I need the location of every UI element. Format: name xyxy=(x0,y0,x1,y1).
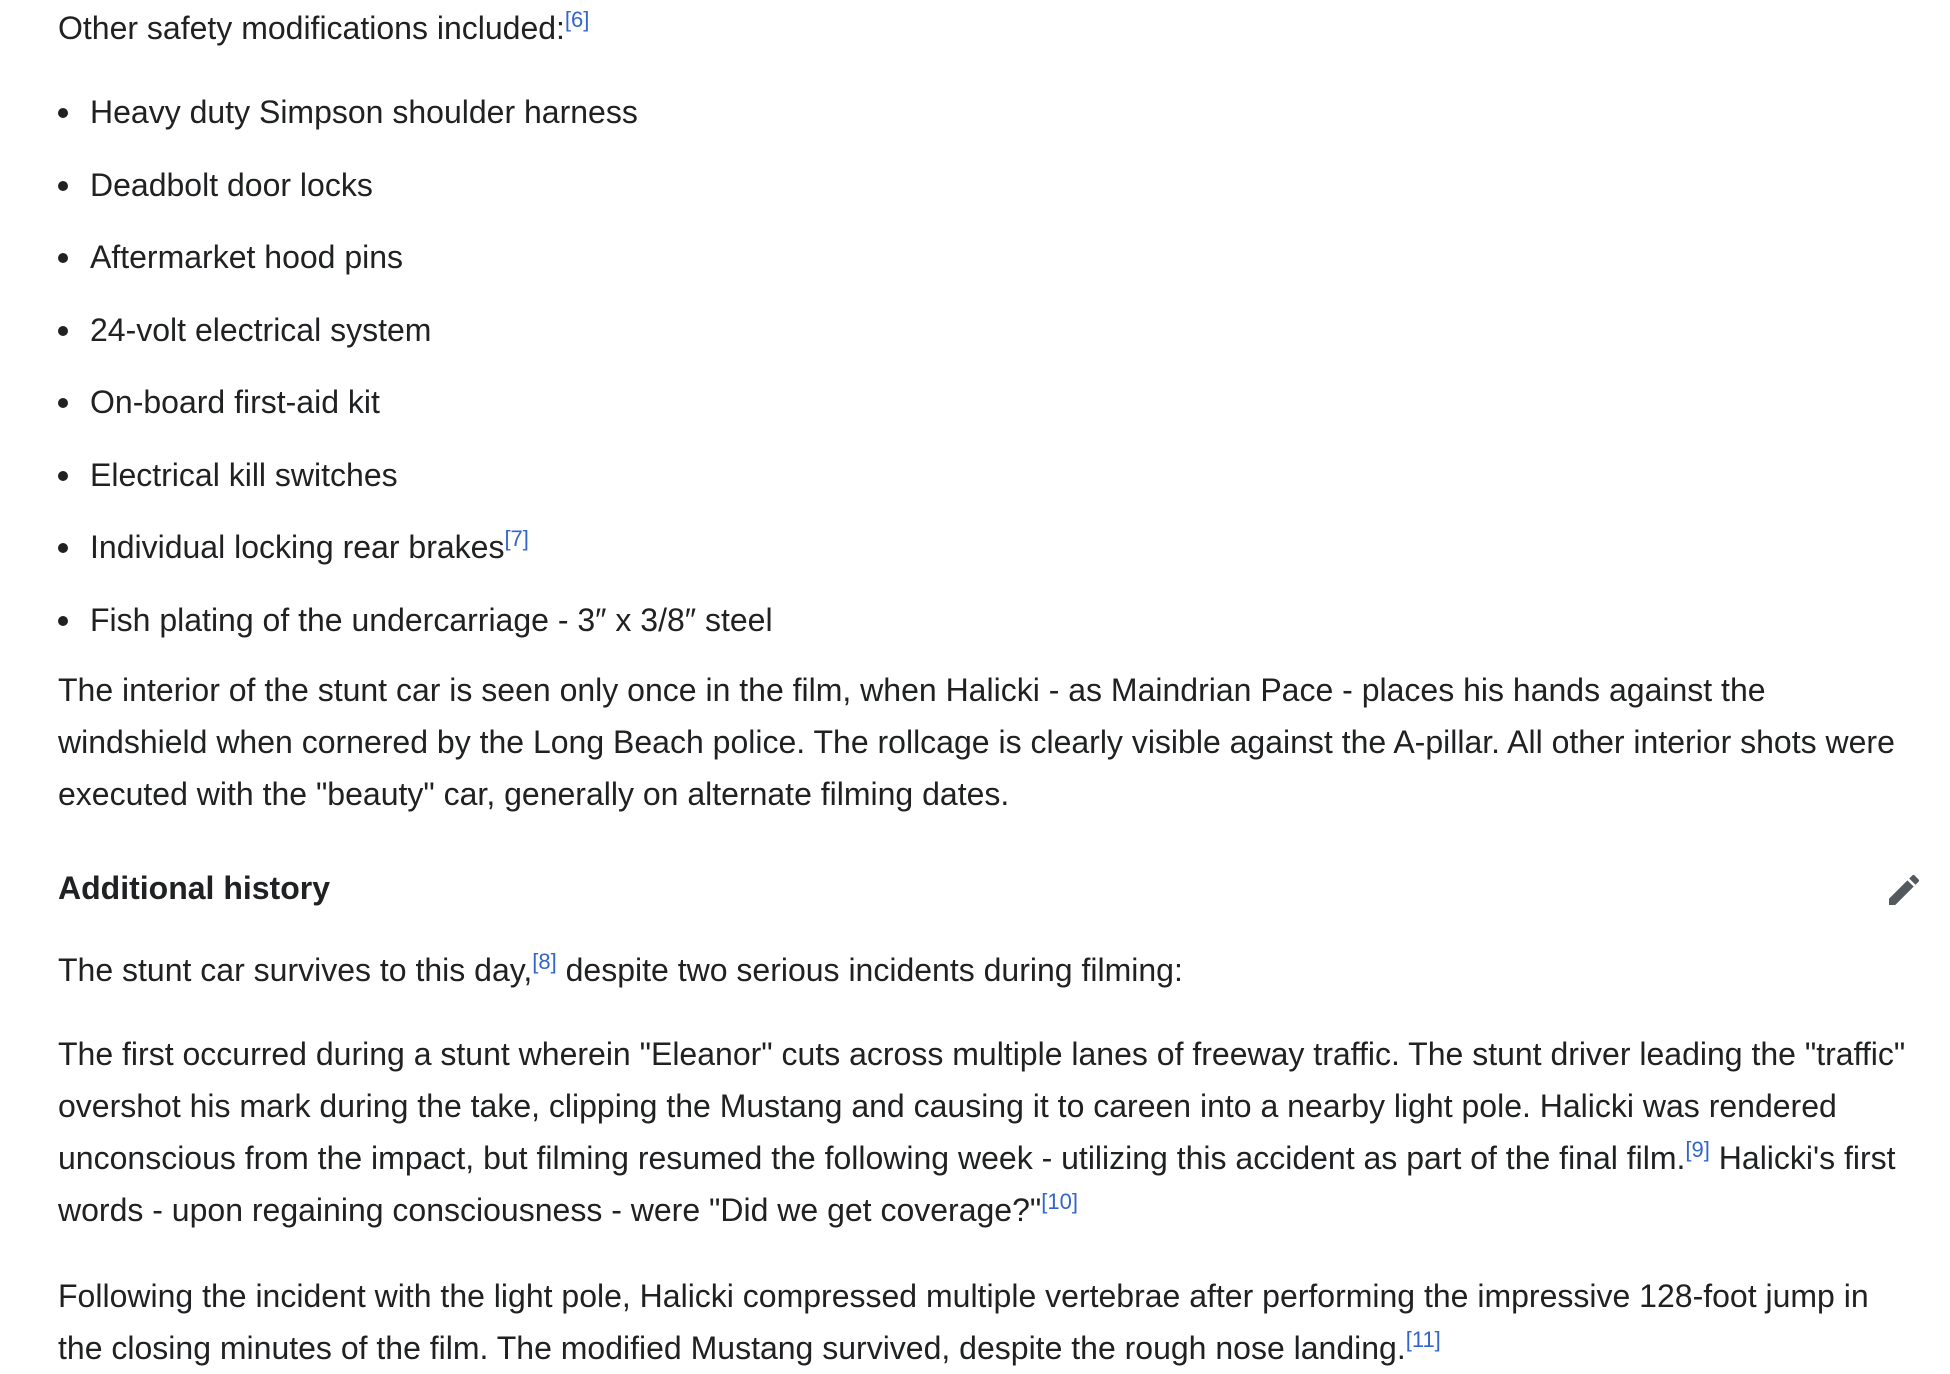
list-item xyxy=(58,159,773,232)
safety-modifications-list xyxy=(58,86,773,666)
bullet-icon xyxy=(58,398,68,408)
reference-link[interactable]: [8] xyxy=(532,949,557,974)
list-item xyxy=(58,86,773,159)
pencil-icon[interactable] xyxy=(1884,870,1924,910)
intro-paragraph xyxy=(58,2,589,54)
following-paragraph xyxy=(58,1270,1918,1374)
bullet-icon xyxy=(58,326,68,336)
list-item-text: Aftermarket hood pins xyxy=(90,239,404,275)
reference-link[interactable]: [7] xyxy=(504,526,529,551)
list-item xyxy=(58,521,773,594)
reference-link[interactable]: [11] xyxy=(1405,1327,1441,1352)
reference-link[interactable]: [6] xyxy=(564,7,590,32)
list-item xyxy=(58,594,773,667)
bullet-icon xyxy=(58,543,68,553)
list-item xyxy=(58,304,773,377)
survives-paragraph xyxy=(58,944,1183,996)
following-text: Following the incident with the light pole, Halicki compressed multiple vertebrae after performing the impressive 128-foot jump in the closing minutes of the film. The modified Mustang survived, despite the rough nose landing. xyxy=(58,1278,1869,1366)
list-item-text: Electrical kill switches xyxy=(90,456,398,493)
first-incident-text: The first occurred during a stunt wherein "Eleanor" cuts across multiple lanes of freeway traffic. The stunt driver leading the "traffic" overshot his mark during the take, clipping the Mustang and causing it to careen into a nearby light pole. Halicki was rendered unconscious from the impact, but filming resumed the following week - utilizing this accident as part of the final film. xyxy=(58,1036,1906,1176)
interior-paragraph: The interior of the stunt car is seen only once in the film, when Halicki - as Maindrian Pace - places his hands against the windshield when cornered by the Long Beach police. The rollcage is clearly visible against the A-pillar. All other interior shots were executed with the "beauty" car, generally on alternate filming dates. xyxy=(58,672,1895,812)
list-item xyxy=(58,449,773,522)
intro-text: Other safety modifications included: xyxy=(58,10,565,46)
bullet-icon xyxy=(58,181,68,191)
bullet-icon xyxy=(58,616,68,626)
list-item-text: Heavy duty Simpson shoulder harness xyxy=(90,94,638,130)
list-item-text: Individual locking rear brakes xyxy=(90,529,505,565)
list-item-text: 24-volt electrical system xyxy=(90,311,432,348)
reference-link[interactable]: [9] xyxy=(1685,1137,1710,1162)
bullet-icon xyxy=(58,108,68,118)
list-item xyxy=(58,376,773,449)
list-item-text: Deadbolt door locks xyxy=(90,166,373,203)
section-heading xyxy=(58,862,1918,918)
survives-text-before: The stunt car survives to this day, xyxy=(58,952,533,988)
list-item xyxy=(58,231,773,304)
list-item-text: Fish plating of the undercarriage - 3″ x 3/8″ steel xyxy=(90,601,773,638)
bullet-icon xyxy=(58,253,68,263)
first-incident-text-continued: Halicki's first words - upon regaining consciousness - were "Did we get coverage?" xyxy=(58,1140,1896,1228)
bullet-icon xyxy=(58,471,68,481)
first-incident-paragraph xyxy=(58,1028,1918,1236)
survives-text-after: despite two serious incidents during filming: xyxy=(556,952,1183,988)
list-item-text: On-board first-aid kit xyxy=(90,384,380,420)
reference-link[interactable]: [10] xyxy=(1041,1189,1078,1214)
section-title: Additional history xyxy=(58,870,330,906)
